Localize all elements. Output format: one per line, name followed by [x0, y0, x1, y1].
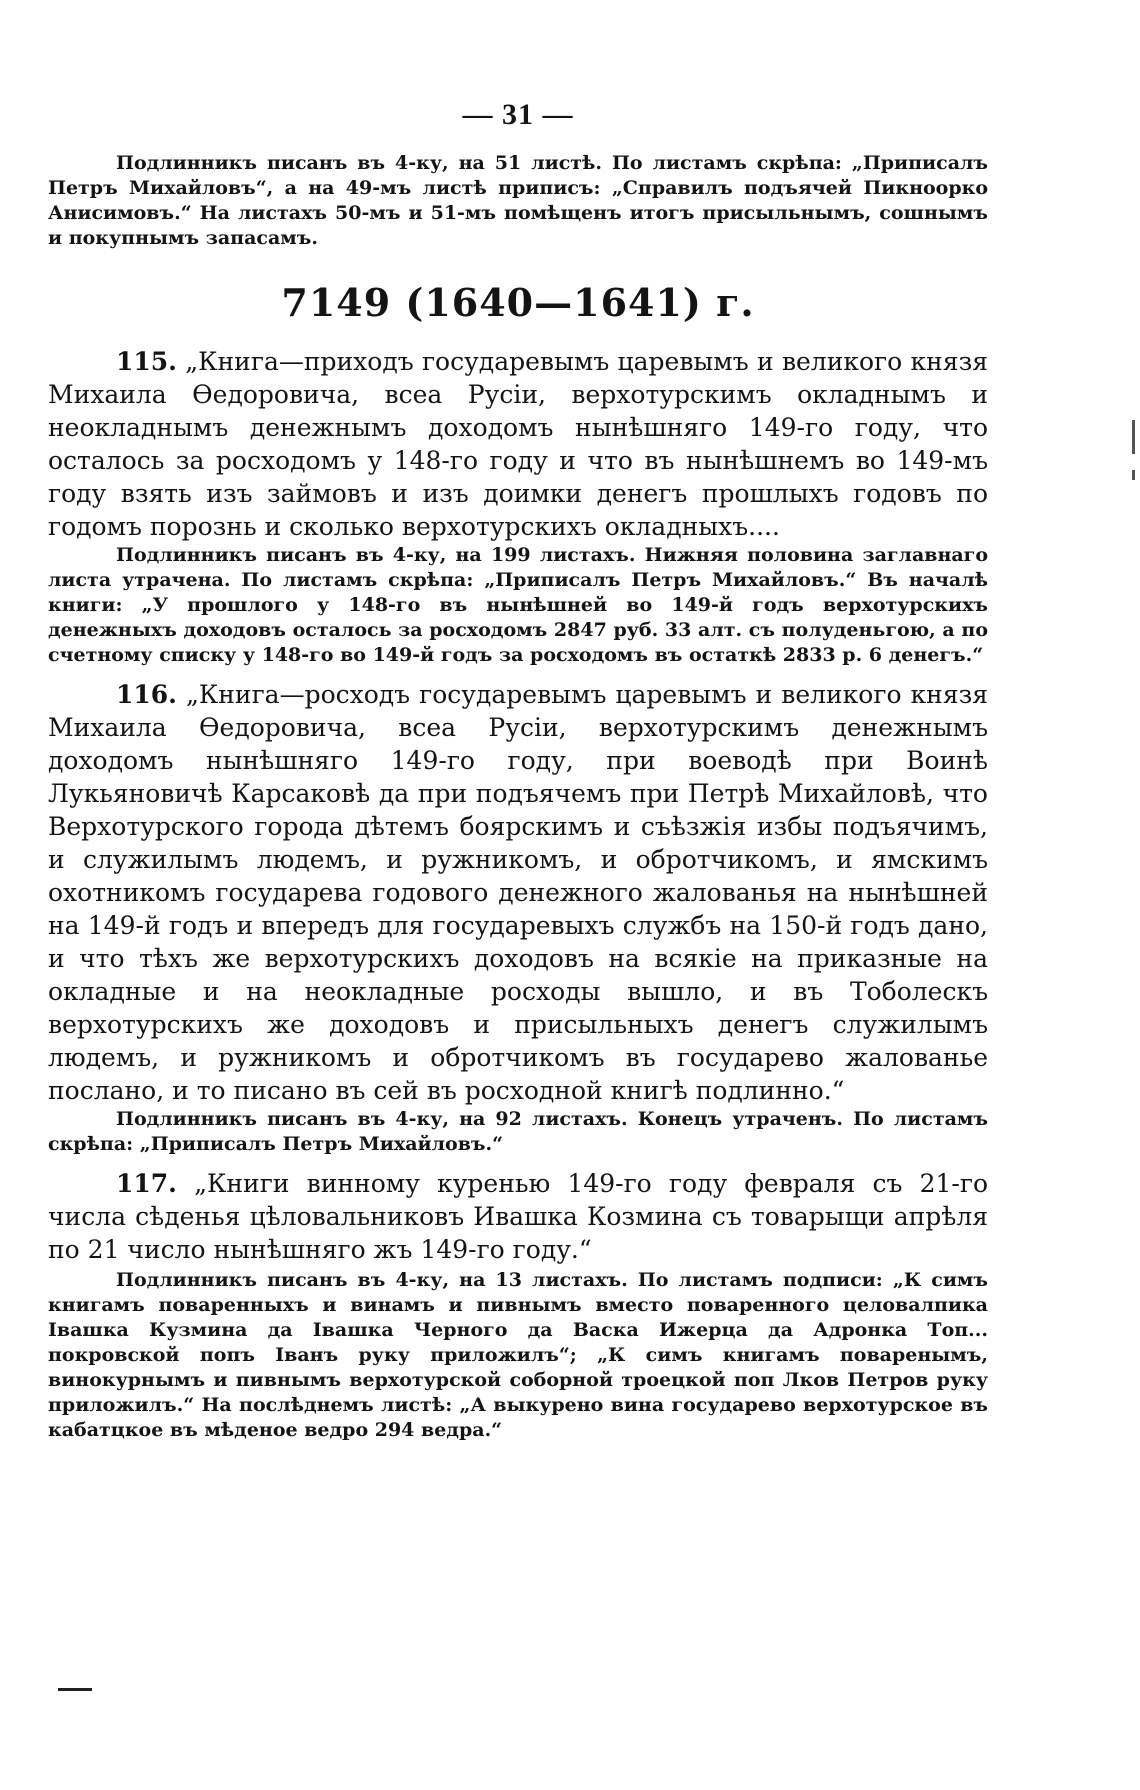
year-heading: 7149 (1640—1641) г.	[281, 280, 755, 325]
entry-title: „Книга—росходъ государевымъ царевымъ и великого князя Михаила Өедоровича, всеа Русіи, верхотурскимъ денежнымъ доходомъ нынѣшняго 149-го году, при воеводѣ при Воинѣ Лукьяновичѣ Карсаковѣ да при подъячемъ при Петрѣ Михайловѣ, что Верхотурского города дѣтемъ боярскимъ и съѣзжія избы подъячимъ, и служилымъ людемъ, и ружникомъ, и обротчикомъ, и ямскимъ охотникомъ государева годового денежного жалованья на нынѣшней на 149-й годъ и впередъ для государевыхъ службъ на 150-й годъ дано, и что тѣхъ же верхотурскихъ доходовъ на всякіе на приказные на окладные и на неокладные росходы вышло, и въ Тоболескъ верхотурскихъ же доходовъ и присыльныхъ денегъ служилымъ людемъ, и ружникомъ и обротчикомъ въ государево жалованье послано, и то писано въ сей въ росходной книгѣ подлинно.“	[48, 680, 988, 1105]
scan-edge-mark	[1132, 470, 1135, 480]
page-content	[48, 95, 988, 1453]
entry-note: Подлинникъ писанъ въ 4-ку, на 92 листахъ. Конецъ утраченъ. По листамъ скрѣпа: „Приписалъ Петръ Михайловъ.“	[48, 1108, 988, 1155]
entry-115	[48, 345, 988, 668]
entry-title: „Книги винному куренью 149-го году февраля съ 21-го числа сѣденья цѣловальниковъ Ивашка Козмина съ товарыщи апрѣля по 21 число нынѣшняго жъ 149-го году.“	[48, 1169, 988, 1264]
entry-text	[48, 345, 988, 543]
entry-number: 117.	[116, 1169, 177, 1198]
entry-text	[48, 678, 988, 1107]
entry-text	[48, 1167, 988, 1266]
entry-title: „Книга—приходъ государевымъ царевымъ и великого князя Михаила Өедоровича, всеа Русіи, верхотурскимъ окладнымъ и неокладнымъ денежнымъ доходомъ нынѣшняго 149-го году, что осталось за росходомъ у 148-го году и что въ нынѣшнемъ во 149-мъ году взять изъ займовъ и изъ доимки денегъ прошлыхъ годовъ по годомъ порознь и сколько верхотурскихъ окладныхъ....	[48, 347, 988, 541]
footnote-rule	[58, 1688, 92, 1691]
intro-note: Подлинникъ писанъ въ 4-ку, на 51 листѣ. По листамъ скрѣпа: „Приписалъ Петръ Михайловъ“, а на 49-мъ листѣ приписъ: „Справилъ подъячей Пикноорко Анисимовъ.“ На листахъ 50-мъ и 51-мъ помѣщенъ итогъ присыльнымъ, сошнымъ и покупнымъ запасамъ.	[48, 152, 988, 249]
entry-note: Подлинникъ писанъ въ 4-ку, на 199 листахъ. Нижняя половина заглавнаго листа утрачена. По листамъ скрѣпа: „Приписалъ Петръ Михайловъ.“ Въ началѣ книги: „У прошлого у 148-го въ нынѣшней во 149-й годъ верхотурскихъ денежныхъ доходовъ осталось за росходомъ 2847 руб. 33 алт. съ полуденьгою, а по счетному списку у 148-го во 149-й годъ за росходомъ въ остаткѣ 2833 р. 6 денегъ.“	[48, 544, 988, 666]
entry-note: Подлинникъ писанъ въ 4-ку, на 13 листахъ. По листамъ подписи: „К симъ книгамъ поваренныхъ и винамъ и пивнымъ вместо поваренного целовалпика Івашка Кузмина да Івашка Черного да Васка Ижерца да Адронка Топ... покровской попъ Іванъ руку приложилъ“; „К симъ книгамъ поваренымъ, винокурнымъ и пивнымъ верхотурской соборной троецкой поп Лков Петров руку приложилъ.“ На послѣднемъ листѣ: „А выкурено вина государево верхотурское въ кабатцкое въ мѣденое ведро 294 ведра.“	[48, 1269, 988, 1441]
entry-116	[48, 678, 988, 1157]
scan-edge-mark	[1132, 420, 1135, 454]
entry-number: 115.	[116, 347, 177, 376]
entry-117	[48, 1167, 988, 1443]
entry-number: 116.	[116, 680, 177, 709]
page-number: — 31 —	[462, 98, 574, 131]
